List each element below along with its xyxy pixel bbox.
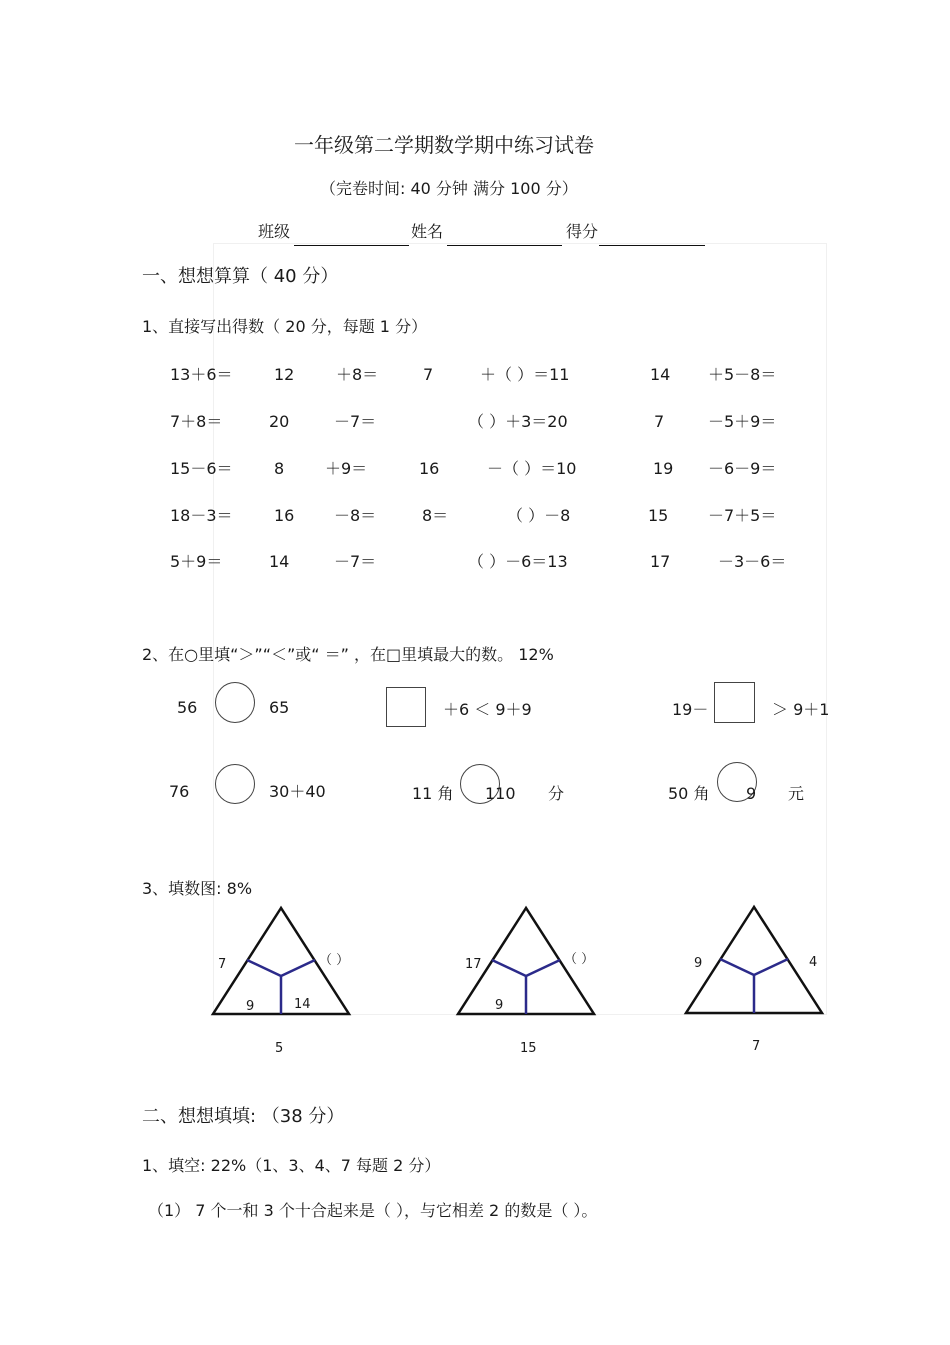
triangle3-right: 4 [809,955,818,970]
triangle1-left: 7 [218,957,227,972]
problem: 19 [653,459,674,478]
triangle1-right: （ ） [319,953,350,968]
triangle1-bottom: 5 [275,1041,284,1056]
problem: －7＋5＝ [708,506,777,525]
compare-right: 9 [746,784,757,803]
q3-heading: 3、填数图: 8% [142,879,253,898]
problem: （ ）－6＝13 [468,552,568,571]
problem: 16 [274,506,295,525]
scan-border [213,243,830,1015]
problem: ＋（ ）＝11 [480,365,570,384]
q1-heading: 1、直接写出得数（ 20 分，每题 1 分） [142,317,428,336]
problem: 17 [650,552,671,571]
page-title: 一年级第二学期数学期中练习试卷 [294,133,594,157]
page-subtitle: （完卷时间: 40 分钟 满分 100 分） [320,179,578,198]
compare-left: 56 [177,698,198,717]
section2-heading: 二、想想填填: （38 分） [142,1106,345,1127]
problem: 14 [269,552,290,571]
problem: －7＝ [334,412,377,431]
problem: 14 [650,365,671,384]
s2-q1-heading: 1、填空: 22%（1、3、4、7 每题 2 分） [142,1156,441,1175]
inequality-expr: ＋6 ＜ 9＋9 [443,700,532,719]
problem: －3－6＝ [718,552,787,571]
inequality-right: ＞ 9＋1 [772,700,830,719]
problem: －6－9＝ [708,459,777,478]
triangle2-bottom: 15 [520,1041,537,1056]
problem: －7＝ [334,552,377,571]
problem: 12 [274,365,295,384]
compare-left: 11 角 [412,784,454,803]
compare-right: 30＋40 [269,782,326,801]
compare-circle[interactable] [215,764,255,804]
problem: 18－3＝ [170,506,233,525]
triangle2-inner-left: 9 [495,998,504,1013]
problem: ＋5－8＝ [708,365,777,384]
triangle2-right: （ ） [564,952,595,967]
section1-heading: 一、想想算算（ 40 分） [142,266,339,287]
score-label: 得分 [566,222,599,241]
compare-right: 110 [485,784,516,803]
triangle2-left: 17 [465,957,482,972]
name-field[interactable] [447,245,562,246]
compare-right: 65 [269,698,290,717]
problem: 15 [648,506,669,525]
problem: 7＋8＝ [170,412,223,431]
q2-heading: 2、在○里填“＞”“＜”或“ ＝” ，在□里填最大的数。 12% [142,645,554,664]
problem: ＋8＝ [336,365,379,384]
compare-circle[interactable] [215,682,255,723]
problem: 7 [423,365,434,384]
score-field[interactable] [599,245,705,246]
problem: ＋9＝ [325,459,368,478]
triangle3-bottom: 7 [752,1039,761,1054]
problem: 7 [654,412,665,431]
problem: 8 [274,459,285,478]
triangle3-left: 9 [694,956,703,971]
class-field[interactable] [294,245,409,246]
compare-left: 50 角 [668,784,710,803]
s2-q1-item1: （1） 7 个一和 3 个十合起来是（ ），与它相差 2 的数是（ ）。 [148,1201,598,1220]
class-label: 班级 [258,222,291,241]
unit-label: 分 [548,784,565,803]
problem: 13＋6＝ [170,365,233,384]
problem: －5＋9＝ [708,412,777,431]
name-label: 姓名 [411,222,444,241]
compare-left: 76 [169,782,190,801]
triangle1-inner-right: 14 [294,997,311,1012]
problem: 5＋9＝ [170,552,223,571]
problem: 20 [269,412,290,431]
answer-box[interactable] [714,682,755,723]
inequality-left: 19－ [672,700,709,719]
problem: 8＝ [422,506,449,525]
triangle1-inner-left: 9 [246,999,255,1014]
problem: 16 [419,459,440,478]
unit-label: 元 [788,784,805,803]
answer-box[interactable] [386,687,426,727]
problem: （ ）＋3＝20 [468,412,568,431]
problem: （ ）－8 [507,506,571,525]
problem: 15－6＝ [170,459,233,478]
problem: －8＝ [334,506,377,525]
problem: －（ ）＝10 [487,459,577,478]
